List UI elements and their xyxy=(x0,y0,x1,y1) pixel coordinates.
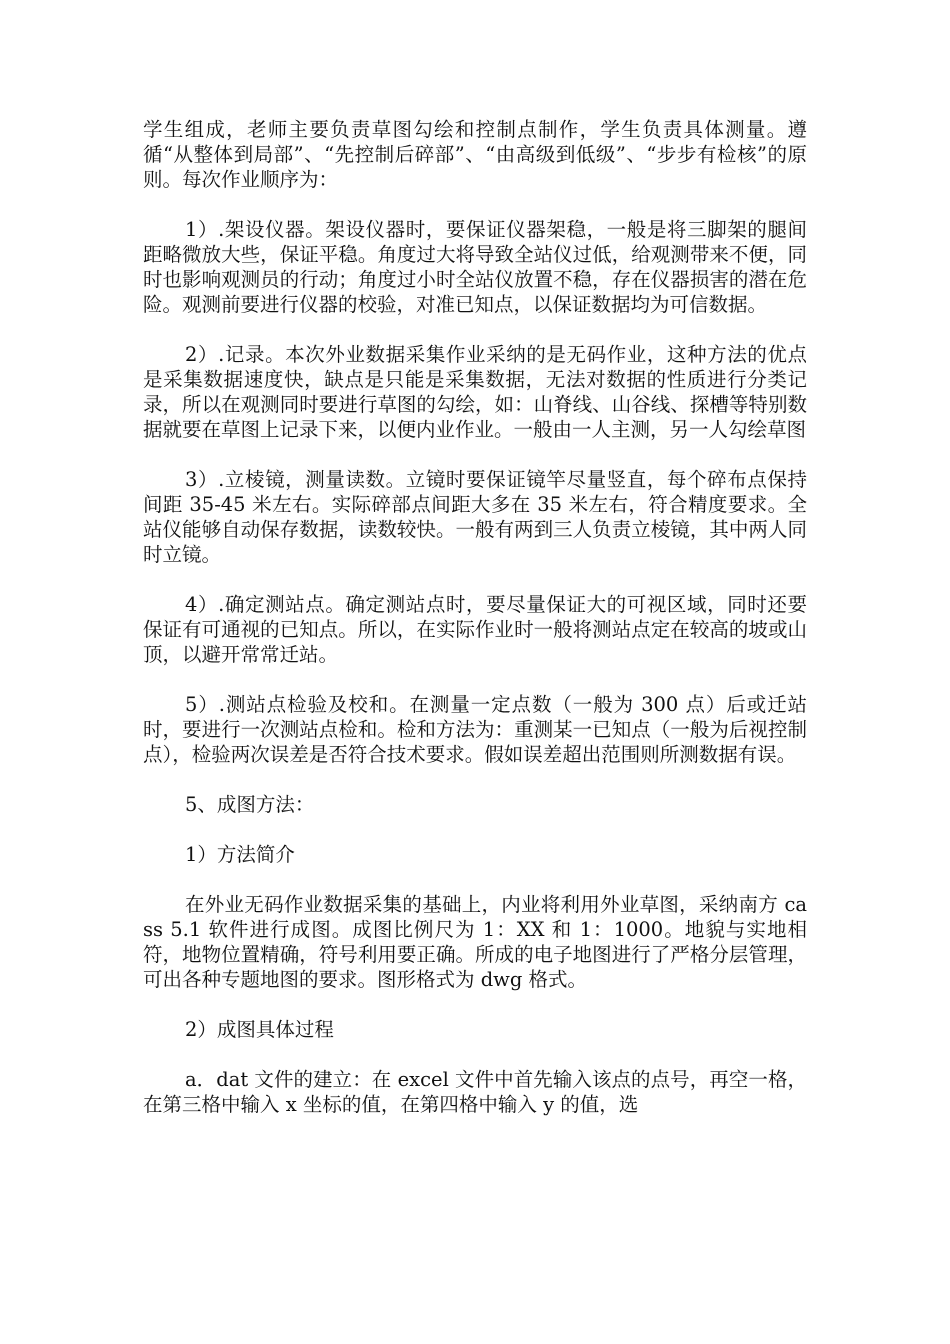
subheading-method-intro: 1）方法简介 xyxy=(185,843,295,866)
paragraph-method-intro: 在外业无码作业数据采集的基础上，内业将利用外业草图，采纳南方 cass 5.1 软件进行成图。成图比例尺为 1：XX 和 1：1000。地貌与实地相符，地物位置精确，符号利用要正确。所成的电子地图进行了严格分层管理，可出各种专题地图的要求。图形格式为 dwg 格式。 xyxy=(143,893,807,991)
paragraph-step-1: 1）.架设仪器。架设仪器时，要保证仪器架稳，一般是将三脚架的腿间距略微放大些，保证平稳。角度过大将导致全站仪过低，给观测带来不便，同时也影响观测员的行动；角度过小时全站仪放置不稳，存在仪器损害的潜在危险。观测前要进行仪器的校验，对准已知点，以保证数据均为可信数据。 xyxy=(143,218,807,316)
subheading-mapping-process: 2）成图具体过程 xyxy=(185,1018,334,1041)
document-page xyxy=(143,117,807,1142)
paragraph-dat-file: a．dat 文件的建立：在 excel 文件中首先输入该点的点号，再空一格，在第三格中输入 x 坐标的值，在第四格中输入 y 的值，选 xyxy=(143,1068,807,1116)
paragraph-step-5: 5）.测站点检验及校和。在测量一定点数（一般为 300 点）后或迁站时，要进行一次测站点检和。检和方法为：重测某一已知点（一般为后视控制点），检验两次误差是否符合技术要求。假如误差超出范围则所测数据有误。 xyxy=(143,693,807,766)
paragraph-step-3: 3）.立棱镜，测量读数。立镜时要保证镜竿尽量竖直，每个碎布点保持间距 35-45 米左右。实际碎部点间距大多在 35 米左右，符合精度要求。全站仪能够自动保存数据，读数较快。一般有两到三人负责立棱镜，其中两人同时立镜。 xyxy=(143,468,807,566)
paragraph-step-2: 2）.记录。本次外业数据采集作业采纳的是无码作业，这种方法的优点是采集数据速度快，缺点是只能是采集数据，无法对数据的性质进行分类记录，所以在观测同时要进行草图的勾绘，如：山脊线、山谷线、探槽等特别数据就要在草图上记录下来，以便内业作业。一般由一人主测，另一人勾绘草图 xyxy=(143,343,807,441)
paragraph-intro: 学生组成，老师主要负责草图勾绘和控制点制作，学生负责具体测量。遵循“从整体到局部”、“先控制后碎部”、“由高级到低级”、“步步有检核”的原则。每次作业顺序为： xyxy=(143,118,807,191)
paragraph-step-4: 4）.确定测站点。确定测站点时，要尽量保证大的可视区域，同时还要保证有可通视的已知点。所以，在实际作业时一般将测站点定在较高的坡或山顶，以避开常常迁站。 xyxy=(143,593,807,666)
section-heading-mapping-method: 5、成图方法： xyxy=(185,793,315,816)
